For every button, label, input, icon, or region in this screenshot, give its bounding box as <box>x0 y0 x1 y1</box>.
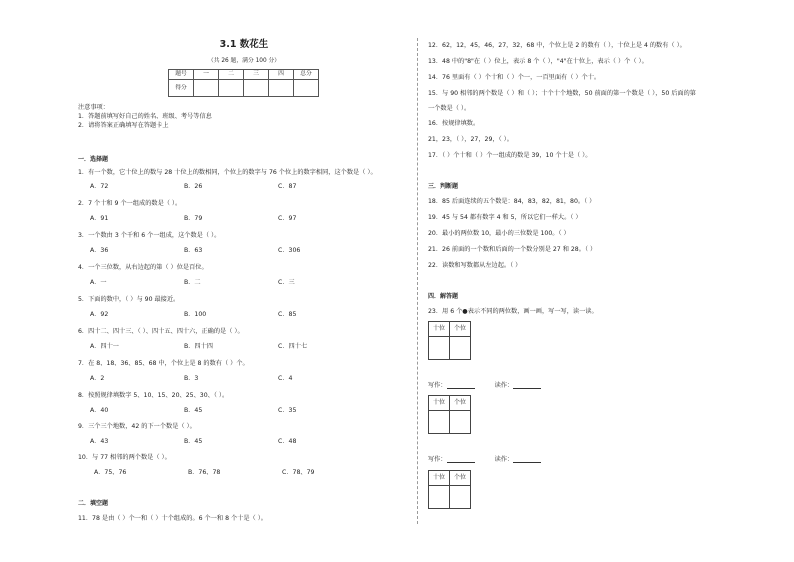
question-text: 22．读数和写数都从左边起。（ ） <box>428 262 522 269</box>
option-c[interactable]: C．48 <box>278 438 297 445</box>
option-b[interactable]: B．3 <box>184 375 199 382</box>
question-options <box>90 183 372 190</box>
ones-label: 个位 <box>450 471 471 486</box>
place-value-chart <box>428 395 471 434</box>
read-label: 读作： <box>494 382 514 389</box>
score-header: 三 <box>244 70 269 80</box>
option-b[interactable]: B．63 <box>184 247 203 254</box>
question-options <box>90 279 372 286</box>
page-subtitle: （共 26 题，满分 100 分） <box>207 58 281 64</box>
question-text: 18．85 后面连续的五个数是：84，83，82，81，80。（ ） <box>428 198 596 205</box>
option-a[interactable]: A．75、76 <box>94 469 127 476</box>
ones-label: 个位 <box>450 322 471 337</box>
option-c[interactable]: C．87 <box>278 183 297 190</box>
question-options <box>90 215 372 222</box>
option-b[interactable]: B．二 <box>184 279 201 286</box>
notice-item: 2．请将答案正确填写在答题卡上 <box>78 122 169 129</box>
score-header: 题号 <box>169 70 194 80</box>
question-text: 16．按规律填数。 <box>428 120 480 127</box>
option-a[interactable]: A．72 <box>90 183 109 190</box>
option-b[interactable]: B．四十四 <box>184 343 213 350</box>
ones-cell[interactable] <box>450 337 471 360</box>
question-text: 一个数是（ ）。 <box>428 105 471 112</box>
question-text: 1．有一个数，它十位上的数与 28 十位上的数相同，个位上的数字与 76 个位上的数字相同，这个数是（ ）。 <box>78 169 377 176</box>
score-cell[interactable] <box>194 80 219 97</box>
option-a[interactable]: A．一 <box>90 279 107 286</box>
question-text: 19．45 与 54 都有数字 4 和 5，所以它们一样大。（ ） <box>428 214 582 221</box>
question-text: 8．按照规律填数字 5、10、15、20、25、30、（ ）。 <box>78 392 229 399</box>
question-options <box>90 247 372 254</box>
score-cell[interactable] <box>219 80 244 97</box>
score-header: 总分 <box>294 70 319 80</box>
option-c[interactable]: C．97 <box>278 215 297 222</box>
section-heading-solve: 四．解答题 <box>428 293 459 300</box>
question-text: 20．最小的两位数 10，最小的三位数是 100。（ ） <box>428 230 570 237</box>
question-text: 9．三个三个地数，42 的下一个数是（ ）。 <box>78 423 196 430</box>
score-header: 二 <box>219 70 244 80</box>
place-value-chart <box>428 470 471 509</box>
write-read-line <box>428 382 561 389</box>
question-options <box>90 311 372 318</box>
option-a[interactable]: A．2 <box>90 375 105 382</box>
question-options <box>90 343 372 350</box>
option-a[interactable]: A．四十一 <box>90 343 119 350</box>
question-text: 4．一个三位数，从右边起的第（ ）位是百位。 <box>78 264 208 271</box>
write-answer-blank[interactable] <box>447 456 475 463</box>
ones-cell[interactable] <box>450 486 471 509</box>
question-options <box>94 469 376 476</box>
option-c[interactable]: C．四十七 <box>278 343 308 350</box>
notice-item: 1．答题前填写好自己的姓名、班级、考号等信息 <box>78 113 212 120</box>
score-table <box>168 69 319 97</box>
question-text: 15．与 90 相邻的两个数是（ ）和（ ）；十个十个地数，50 前面的第一个数是（ ），50 后面的第 <box>428 90 696 97</box>
section-heading-fill: 二．填空题 <box>78 500 109 507</box>
option-b[interactable]: B．45 <box>184 438 203 445</box>
option-a[interactable]: A．92 <box>90 311 109 318</box>
option-a[interactable]: A．43 <box>90 438 109 445</box>
question-text: 12．62，12，45，46，27，32，68 中，个位上是 2 的数有（ ），十位上是 4 的数有（ ）。 <box>428 42 686 49</box>
option-c[interactable]: C．三 <box>278 279 295 286</box>
score-cell[interactable] <box>269 80 294 97</box>
tens-label: 十位 <box>429 471 450 486</box>
column-divider <box>417 38 419 524</box>
section-heading-choice: 一．选择题 <box>78 156 109 163</box>
question-text: 7．在 8、18、36、85、68 中，个位上是 8 的数有（ ）个。 <box>78 360 249 367</box>
tens-cell[interactable] <box>429 337 450 360</box>
score-cell[interactable] <box>244 80 269 97</box>
place-value-chart <box>428 321 471 360</box>
write-answer-blank[interactable] <box>447 382 475 389</box>
option-c[interactable]: C．78、79 <box>282 469 315 476</box>
option-b[interactable]: B．26 <box>184 183 203 190</box>
question-options <box>90 438 372 445</box>
option-a[interactable]: A．40 <box>90 407 109 414</box>
score-cell[interactable] <box>294 80 319 97</box>
option-c[interactable]: C．4 <box>278 375 293 382</box>
tens-label: 十位 <box>429 322 450 337</box>
question-text: 10．与 77 相邻的两个数是（ ）。 <box>78 454 171 461</box>
question-text: 17．（ ）个十和（ ）个一组成的数是 39，10 个十是（ ）。 <box>428 152 592 159</box>
question-text: 2．7 个十和 9 个一组成的数是（ ）。 <box>78 200 182 207</box>
tens-cell[interactable] <box>429 486 450 509</box>
option-a[interactable]: A．91 <box>90 215 109 222</box>
option-b[interactable]: B．76、78 <box>188 469 221 476</box>
read-label: 读作： <box>494 456 514 463</box>
tens-cell[interactable] <box>429 411 450 434</box>
option-a[interactable]: A．36 <box>90 247 109 254</box>
score-header: 一 <box>194 70 219 80</box>
question-text: 21，23，（ ），27，29，（ ）。 <box>428 136 513 143</box>
question-text: 3．一个数由 3 个千和 6 个一组成，这个数是（ ）。 <box>78 232 221 239</box>
question-text: 5．下面的数中，（ ）与 90 最接近。 <box>78 296 180 303</box>
question-text: 23．用 6 个●表示不同的两位数，画一画，写一写，读一读。 <box>428 308 598 315</box>
score-row-label: 得分 <box>169 80 194 97</box>
question-text: 6．四十二、四十三、（ ）、四十五、四十六，正确的是（ ）。 <box>78 328 244 335</box>
ones-label: 个位 <box>450 396 471 411</box>
option-c[interactable]: C．85 <box>278 311 297 318</box>
option-c[interactable]: C．35 <box>278 407 297 414</box>
question-text: 11．78 是由（ ）个一和（ ）十个组成的。6 个一和 8 个十是（ ）。 <box>78 515 267 522</box>
write-read-line <box>428 456 561 463</box>
ones-cell[interactable] <box>450 411 471 434</box>
notice-heading: 注意事项： <box>78 104 109 111</box>
question-text: 14．76 里面有（ ）个十和（ ）个一，一百里面有（ ）个十。 <box>428 74 601 81</box>
page-title: 3.1 数花生 <box>219 39 269 50</box>
question-options <box>90 407 372 414</box>
section-heading-judge: 三．判断题 <box>428 183 459 190</box>
read-answer-blank[interactable] <box>513 382 541 389</box>
write-label: 写作： <box>428 382 447 389</box>
option-b[interactable]: B．45 <box>184 407 203 414</box>
question-text: 13．48 中的"8"在（ ）位上，表示 8 个（ ），"4"在十位上，表示（ ）个（ ）。 <box>428 58 648 65</box>
read-answer-blank[interactable] <box>513 456 541 463</box>
score-header: 四 <box>269 70 294 80</box>
option-c[interactable]: C．306 <box>278 247 301 254</box>
question-text: 21．26 前面的一个数和后面的一个数分别是 27 和 28。（ ） <box>428 246 597 253</box>
question-options <box>90 375 372 382</box>
option-b[interactable]: B．100 <box>184 311 207 318</box>
write-label: 写作： <box>428 456 447 463</box>
tens-label: 十位 <box>429 396 450 411</box>
option-b[interactable]: B．79 <box>184 215 203 222</box>
